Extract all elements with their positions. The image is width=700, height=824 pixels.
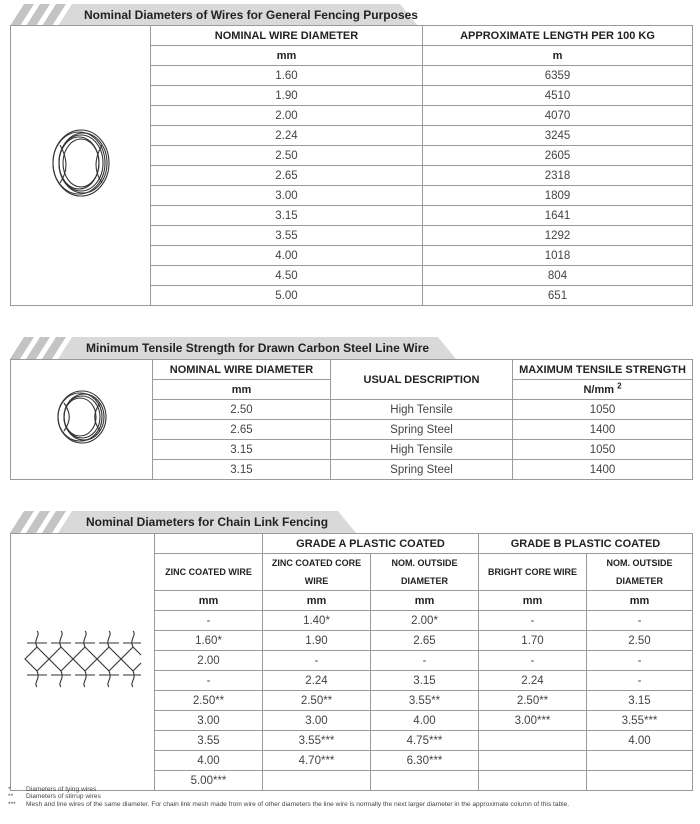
length-cell: 2318 — [423, 166, 693, 186]
table-cell: 3.00*** — [479, 711, 587, 731]
table-cell: - — [155, 611, 263, 631]
col-length-per-100kg: APPROXIMATE LENGTH PER 100 KG — [423, 26, 693, 46]
table-cell: 1.60* — [155, 631, 263, 651]
section3-title: Nominal Diameters for Chain Link Fencing — [86, 515, 329, 529]
col-nominal-diameter: NOMINAL WIRE DIAMETER — [151, 26, 423, 46]
length-cell: 651 — [423, 286, 693, 306]
footnote — [8, 801, 698, 808]
section1-tab — [10, 4, 420, 26]
table-cell: 3.00 — [263, 711, 371, 731]
wire-diameter-table — [10, 25, 693, 306]
strength-cell: 1050 — [513, 400, 693, 420]
table-cell: 4.00 — [371, 711, 479, 731]
col-usual-description: USUAL DESCRIPTION — [331, 360, 513, 400]
strength-cell: 1050 — [513, 440, 693, 460]
chain-link-icon-cell — [11, 534, 155, 791]
col-a-nom-outside-diameter: NOM. OUTSIDE DIAMETER — [371, 554, 479, 591]
diameter-cell: 2.00 — [151, 106, 423, 126]
length-cell: 804 — [423, 266, 693, 286]
table-cell: - — [479, 611, 587, 631]
description-cell: Spring Steel — [331, 460, 513, 480]
table-cell: 1.70 — [479, 631, 587, 651]
length-cell: 4510 — [423, 86, 693, 106]
diameter-cell: 2.24 — [151, 126, 423, 146]
unit-m: m — [423, 46, 693, 66]
strength-cell: 1400 — [513, 420, 693, 440]
table-cell: 5.00*** — [155, 771, 263, 791]
table-cell — [479, 731, 587, 751]
section2-tab — [10, 337, 458, 359]
unit-n-per-mm2-label: N/mm — [583, 383, 615, 396]
length-cell: 1641 — [423, 206, 693, 226]
diameter-cell: 4.50 — [151, 266, 423, 286]
col-zinc-coated-core-wire: ZINC COATED CORE WIRE — [263, 554, 371, 591]
table-cell: 2.24 — [479, 671, 587, 691]
diameter-cell: 2.50 — [153, 400, 331, 420]
wire-coil-icon — [52, 385, 112, 449]
table-cell: 1.90 — [263, 631, 371, 651]
table-cell — [587, 751, 693, 771]
footnote-mark: * — [8, 786, 11, 793]
unit-mm: mm — [587, 591, 693, 611]
chain-link-table — [10, 533, 693, 791]
table-cell: - — [587, 651, 693, 671]
table-cell: 4.70*** — [263, 751, 371, 771]
table-cell: 2.65 — [371, 631, 479, 651]
footnote-text: Diameters of stirrup wires — [26, 793, 101, 801]
unit-n-per-mm2 — [513, 380, 693, 400]
table-cell: 3.55*** — [263, 731, 371, 751]
table-cell: 1.40* — [263, 611, 371, 631]
col-b-nom-outside-diameter: NOM. OUTSIDE DIAMETER — [587, 554, 693, 591]
strength-cell: 1400 — [513, 460, 693, 480]
length-cell: 6359 — [423, 66, 693, 86]
length-cell: 4070 — [423, 106, 693, 126]
unit-mm: mm — [263, 591, 371, 611]
table-cell: - — [479, 651, 587, 671]
table-cell: 4.75*** — [371, 731, 479, 751]
length-cell: 1809 — [423, 186, 693, 206]
table-cell: 2.50 — [587, 631, 693, 651]
section1-title: Nominal Diameters of Wires for General Fencing Purposes — [84, 8, 418, 22]
diameter-cell: 3.15 — [153, 460, 331, 480]
table-cell: 3.15 — [587, 691, 693, 711]
diameter-cell: 3.15 — [151, 206, 423, 226]
table-cell: 2.24 — [263, 671, 371, 691]
table-cell: - — [155, 671, 263, 691]
diameter-cell: 2.65 — [153, 420, 331, 440]
table-cell: 2.50** — [155, 691, 263, 711]
diameter-cell: 1.60 — [151, 66, 423, 86]
section3-tab — [10, 511, 358, 533]
col-max-tensile-strength: MAXIMUM TENSILE STRENGTH — [513, 360, 693, 380]
diameter-cell: 3.55 — [151, 226, 423, 246]
footnote-text: Diameters of tying wires — [26, 786, 97, 793]
table-cell: - — [371, 651, 479, 671]
wire-coil-icon-cell — [11, 360, 153, 480]
header-row — [11, 360, 693, 380]
header-row — [11, 26, 693, 46]
chain-link-mesh-icon — [23, 629, 143, 689]
table-cell: 3.55*** — [587, 711, 693, 731]
footnote-mark: ** — [8, 793, 14, 801]
footnotes — [8, 786, 698, 808]
table-cell: - — [587, 611, 693, 631]
table-cell: 3.15 — [371, 671, 479, 691]
grade-b-header: GRADE B PLASTIC COATED — [479, 534, 693, 554]
wire-coil-icon-cell — [11, 26, 151, 306]
col-zinc-coated-wire: ZINC COATED WIRE — [155, 554, 263, 591]
table-cell: 2.50** — [263, 691, 371, 711]
diameter-cell: 4.00 — [151, 246, 423, 266]
unit-mm: mm — [151, 46, 423, 66]
table-cell — [479, 751, 587, 771]
wire-coil-icon — [46, 123, 116, 203]
tensile-strength-table — [10, 359, 693, 480]
unit-mm: mm — [153, 380, 331, 400]
diameter-cell: 2.65 — [151, 166, 423, 186]
unit-mm: mm — [371, 591, 479, 611]
diameter-cell: 1.90 — [151, 86, 423, 106]
grade-a-header: GRADE A PLASTIC COATED — [263, 534, 479, 554]
description-cell: High Tensile — [331, 400, 513, 420]
description-cell: Spring Steel — [331, 420, 513, 440]
diameter-cell: 5.00 — [151, 286, 423, 306]
section2-title: Minimum Tensile Strength for Drawn Carbon Steel Line Wire — [86, 341, 430, 355]
group-header-row — [11, 534, 693, 554]
table-cell: 3.55 — [155, 731, 263, 751]
table-cell: 3.55** — [371, 691, 479, 711]
diameter-cell: 2.50 — [151, 146, 423, 166]
diameter-cell: 3.00 — [151, 186, 423, 206]
col-nominal-diameter: NOMINAL WIRE DIAMETER — [153, 360, 331, 380]
unit-mm: mm — [155, 591, 263, 611]
description-cell: High Tensile — [331, 440, 513, 460]
table-cell: 2.00 — [155, 651, 263, 671]
blank-header-cell — [155, 534, 263, 554]
table-cell: - — [587, 671, 693, 691]
footnote — [8, 786, 698, 793]
table-cell: 2.00* — [371, 611, 479, 631]
table-cell: 4.00 — [587, 731, 693, 751]
length-cell: 3245 — [423, 126, 693, 146]
table-cell: 2.50** — [479, 691, 587, 711]
footnote-text: Mesh and line wires of the same diameter. For chain link mesh made from wire of other diameters the line wire is normally the next larger diameter in the approximate column of this table. — [26, 800, 570, 808]
table-cell: 3.00 — [155, 711, 263, 731]
unit-mm: mm — [479, 591, 587, 611]
footnote — [8, 793, 698, 800]
length-cell: 1018 — [423, 246, 693, 266]
unit-superscript: 2 — [617, 380, 622, 390]
footnote-mark: *** — [8, 800, 16, 808]
table-cell: 4.00 — [155, 751, 263, 771]
table-cell: - — [263, 651, 371, 671]
length-cell: 1292 — [423, 226, 693, 246]
col-bright-core-wire: BRIGHT CORE WIRE — [479, 554, 587, 591]
diameter-cell: 3.15 — [153, 440, 331, 460]
length-cell: 2605 — [423, 146, 693, 166]
table-cell: 6.30*** — [371, 751, 479, 771]
